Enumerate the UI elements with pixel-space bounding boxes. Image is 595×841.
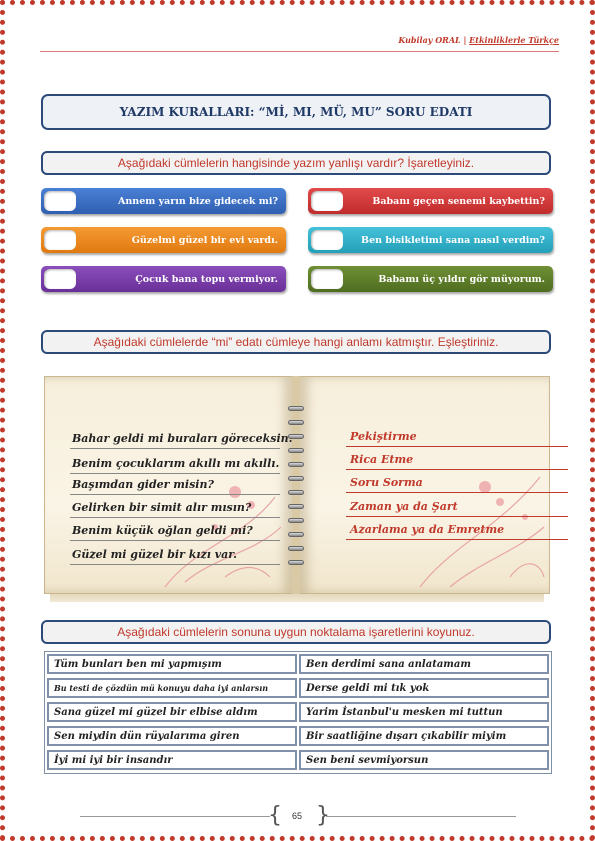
matching-sentence: Gelirken bir simit alır mısın? bbox=[72, 501, 252, 514]
spiral-ring bbox=[288, 406, 304, 411]
writing-line bbox=[70, 540, 280, 541]
option-label: Güzelmi güzel bir evi vardı. bbox=[131, 234, 278, 246]
option-3[interactable] bbox=[41, 227, 286, 253]
option-label: Babamı üç yıldır gör müyorum. bbox=[378, 273, 545, 285]
punctuation-sentence[interactable]: Yarim İstanbul'u mesken mi tuttun bbox=[299, 702, 549, 722]
writing-line bbox=[346, 516, 568, 517]
running-header bbox=[398, 35, 559, 45]
footer-rule-right bbox=[326, 816, 516, 817]
punctuation-table bbox=[44, 651, 552, 774]
matching-sentence: Benim çocuklarım akıllı mı akıllı. bbox=[72, 457, 280, 470]
option-checkbox[interactable] bbox=[311, 191, 343, 211]
writing-line bbox=[70, 564, 280, 565]
spiral-ring bbox=[288, 490, 304, 495]
spiral-ring bbox=[288, 560, 304, 565]
notebook-illustration bbox=[44, 376, 550, 602]
meaning-option: Azarlama ya da Emretme bbox=[350, 523, 505, 536]
punctuation-sentence[interactable]: Sen beni sevmiyorsun bbox=[299, 750, 549, 770]
meaning-option: Pekiştirme bbox=[350, 430, 417, 443]
footer-rule-left bbox=[80, 816, 270, 817]
writing-line bbox=[70, 448, 280, 449]
punctuation-sentence[interactable]: Sana güzel mi güzel bir elbise aldım bbox=[47, 702, 297, 722]
option-1[interactable] bbox=[41, 188, 286, 214]
header-separator: | bbox=[463, 35, 467, 45]
writing-line bbox=[346, 469, 568, 470]
spiral-ring bbox=[288, 448, 304, 453]
option-label: Babanı geçen senemi kaybettin? bbox=[372, 195, 545, 207]
punctuation-sentence[interactable]: Bir saatliğine dışarı çıkabilir miyim bbox=[299, 726, 549, 746]
writing-line bbox=[70, 473, 280, 474]
punctuation-sentence[interactable]: Tüm bunları ben mi yapmışım bbox=[47, 654, 297, 674]
punctuation-sentence[interactable]: Ben derdimi sana anlatamam bbox=[299, 654, 549, 674]
worksheet-title: YAZIM KURALLARI: “Mİ, MI, MÜ, MU” SORU EDATI bbox=[41, 94, 551, 130]
matching-sentence: Bahar geldi mi buraları göreceksin. bbox=[72, 432, 293, 445]
option-6[interactable] bbox=[308, 266, 553, 292]
punctuation-sentence[interactable]: Sen miydin dün rüyalarıma giren bbox=[47, 726, 297, 746]
option-2[interactable] bbox=[308, 188, 553, 214]
right-brace-icon: } bbox=[316, 803, 330, 828]
floral-swirl-decoration bbox=[300, 377, 550, 595]
spiral-ring bbox=[288, 546, 304, 551]
header-author: Kubilay ORAL bbox=[398, 35, 461, 45]
meaning-option: Zaman ya da Şart bbox=[350, 500, 458, 513]
question-3: Aşağıdaki cümlelerin sonuna uygun noktalama işaretlerini koyunuz. bbox=[41, 620, 551, 644]
spiral-ring bbox=[288, 476, 304, 481]
header-rule bbox=[40, 51, 559, 52]
left-brace-icon: { bbox=[268, 803, 282, 828]
option-checkbox[interactable] bbox=[44, 269, 76, 289]
spiral-ring bbox=[288, 532, 304, 537]
writing-line bbox=[346, 539, 568, 540]
writing-line bbox=[70, 494, 280, 495]
matching-sentence: Güzel mi güzel bir kızı var. bbox=[72, 548, 237, 561]
spiral-ring bbox=[288, 504, 304, 509]
option-4[interactable] bbox=[308, 227, 553, 253]
matching-sentence: Başımdan gider misin? bbox=[72, 478, 214, 491]
punctuation-sentence[interactable]: İyi mi iyi bir insandır bbox=[47, 750, 297, 770]
notebook-right-page bbox=[300, 376, 550, 594]
punctuation-sentence[interactable]: Bu testi de çözdün mü konuyu daha iyi anlarsın bbox=[47, 678, 297, 698]
header-subtitle: Etkinliklerle Türkçe bbox=[469, 35, 559, 45]
option-checkbox[interactable] bbox=[44, 191, 76, 211]
writing-line bbox=[70, 517, 280, 518]
option-label: Ben bisikletimi sana nasıl verdim? bbox=[361, 234, 545, 246]
page-number: 65 bbox=[291, 811, 302, 821]
option-checkbox[interactable] bbox=[44, 230, 76, 250]
option-checkbox[interactable] bbox=[311, 269, 343, 289]
option-label: Annem yarın bize gidecek mi? bbox=[118, 195, 278, 207]
matching-sentence: Benim küçük oğlan geldi mi? bbox=[72, 524, 253, 537]
spiral-ring bbox=[288, 462, 304, 467]
question-1: Aşağıdaki cümlelerin hangisinde yazım yanlışı vardır? İşaretleyiniz. bbox=[41, 151, 551, 175]
writing-line bbox=[346, 492, 568, 493]
meaning-option: Soru Sorma bbox=[350, 476, 423, 489]
spiral-ring bbox=[288, 518, 304, 523]
spiral-ring bbox=[288, 420, 304, 425]
option-label: Çocuk bana topu vermiyor. bbox=[135, 273, 278, 285]
writing-line bbox=[346, 446, 568, 447]
option-5[interactable] bbox=[41, 266, 286, 292]
meaning-option: Rica Etme bbox=[350, 453, 414, 466]
option-checkbox[interactable] bbox=[311, 230, 343, 250]
punctuation-sentence[interactable]: Derse geldi mi tık yok bbox=[299, 678, 549, 698]
question-2: Aşağıdaki cümlelerde “mi” edatı cümleye hangi anlamı katmıştır. Eşleştiriniz. bbox=[41, 330, 551, 354]
